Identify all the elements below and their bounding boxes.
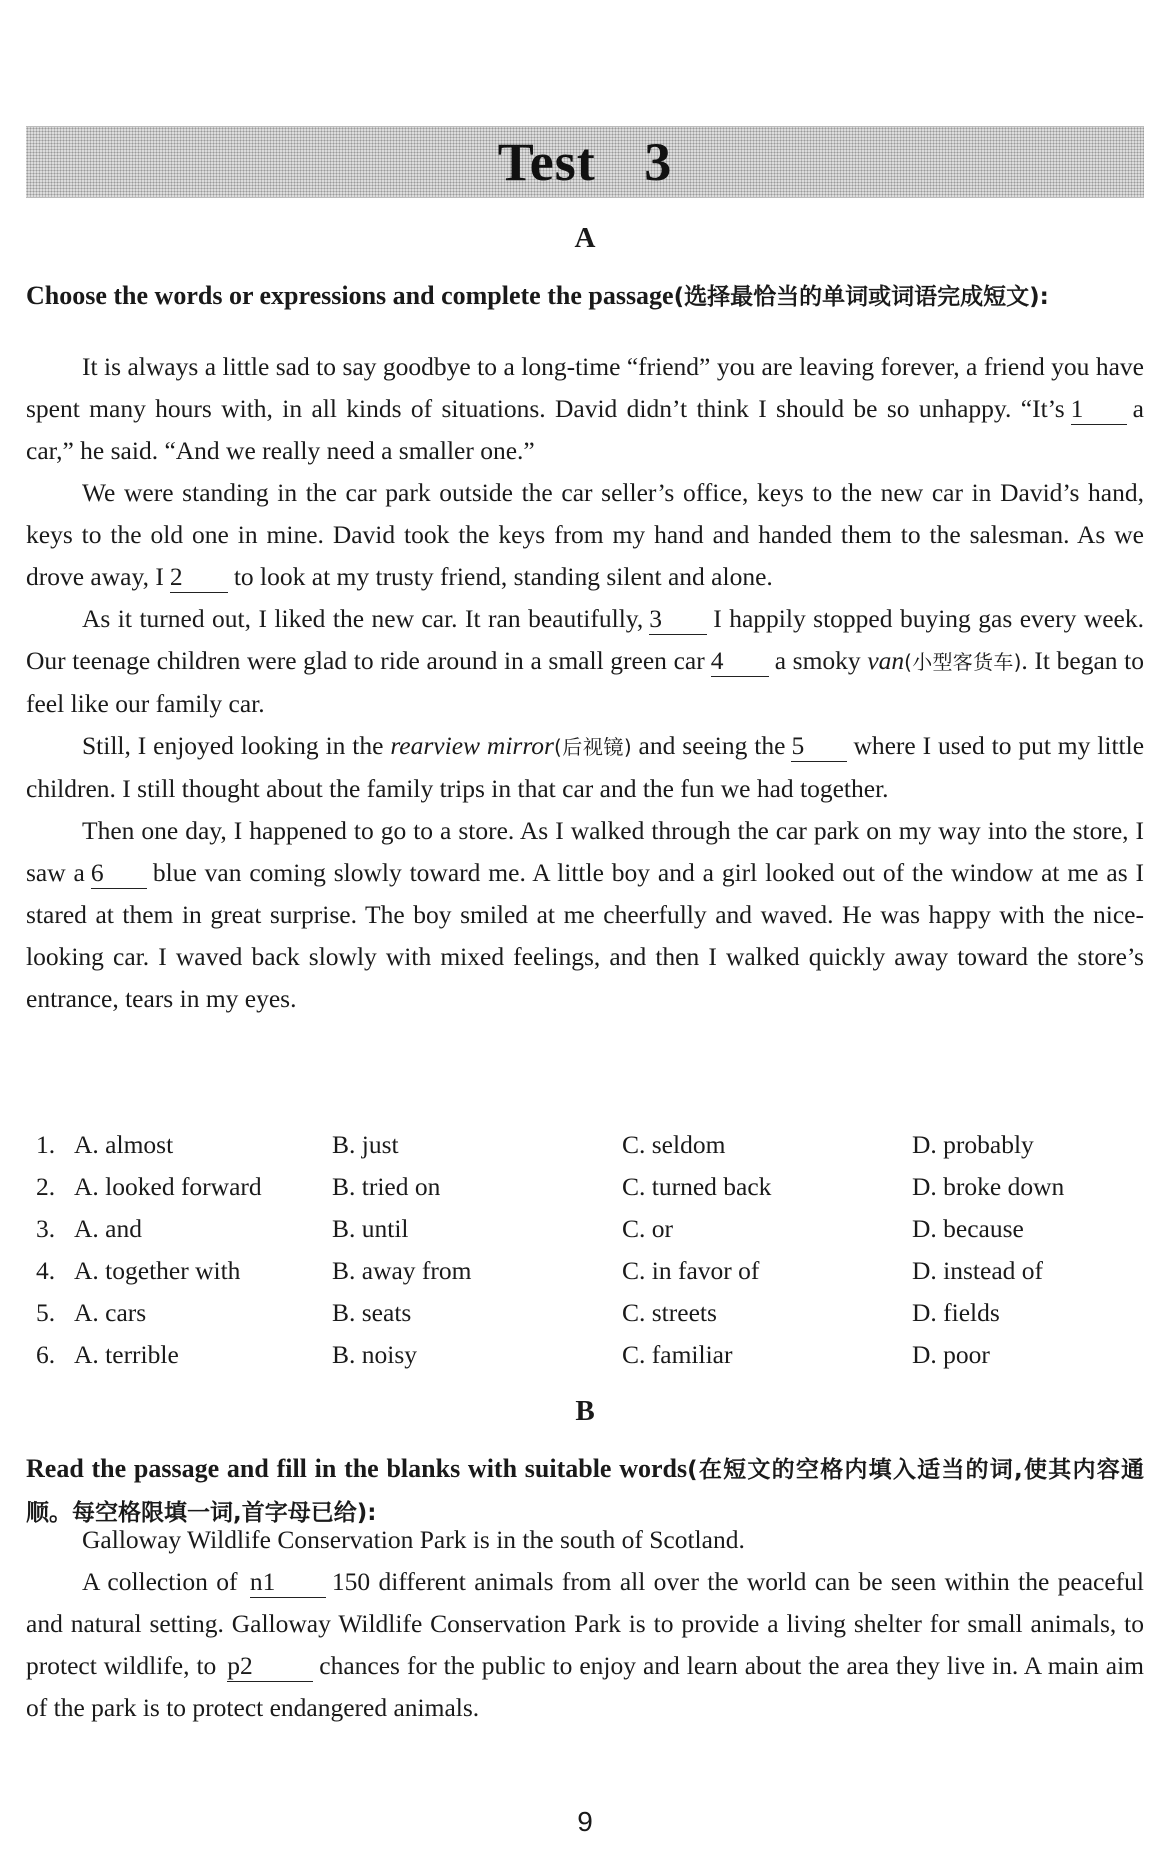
question-number: 3.	[36, 1214, 56, 1243]
option-a[interactable]: A. looked forward	[74, 1172, 262, 1201]
option-c[interactable]: C. in favor of	[622, 1256, 760, 1285]
option-row	[26, 1172, 1144, 1214]
option-c[interactable]: C. streets	[622, 1298, 717, 1327]
paragraph: We were standing in the car park outside the car seller’s office, keys to the new car in David’s hand, keys to the old one in mine. David took the keys from my hand and handed them to the salesman. As we drove away, I 2 to look at my trusty friend, standing silent and alone.	[26, 478, 1144, 591]
option-row	[26, 1256, 1144, 1298]
option-b[interactable]: B. seats	[332, 1298, 412, 1327]
option-c[interactable]: C. seldom	[622, 1130, 726, 1159]
answer-options	[26, 1130, 1144, 1382]
option-row	[26, 1130, 1144, 1172]
option-b[interactable]: B. until	[332, 1214, 409, 1243]
option-d[interactable]: D. broke down	[912, 1172, 1065, 1201]
option-row	[26, 1340, 1144, 1382]
blank-3[interactable]: 3	[649, 604, 707, 635]
question-number: 6.	[36, 1340, 56, 1369]
option-row	[26, 1214, 1144, 1256]
paragraph: As it turned out, I liked the new car. It ran beautifully, 3 I happily stopped buying gas every week. Our teenage children were glad to ride around in a small green car 4 a smoky van(小型客货车). It began to feel like our family car.	[26, 604, 1145, 718]
section-a-instructions: Choose the words or expressions and complete the passage(选择最恰当的单词或词语完成短文):	[26, 281, 1049, 310]
section-b-instructions: Read the passage and fill in the blanks with suitable words(在短文的空格内填入适当的词,使其内容通顺。每空格限填一词,首字母已给):	[26, 1454, 1145, 1526]
option-d[interactable]: D. fields	[912, 1298, 1000, 1327]
option-d[interactable]: D. because	[912, 1214, 1024, 1243]
paragraph: It is always a little sad to say goodbye to a long-time “friend” you are leaving forever, a friend you have spent many hours with, in all kinds of situations. David didn’t think I should be so unhappy. “It’s 1 a car,” he said. “And we really need a smaller one.”	[26, 352, 1144, 465]
paragraph: Galloway Wildlife Conservation Park is in the south of Scotland.	[82, 1525, 745, 1554]
option-d[interactable]: D. poor	[912, 1340, 990, 1369]
option-a[interactable]: A. cars	[74, 1298, 147, 1327]
option-c[interactable]: C. turned back	[622, 1172, 772, 1201]
blank-2[interactable]: 2	[170, 562, 228, 593]
section-a-heading: A	[574, 222, 596, 254]
blank-6[interactable]: 6	[91, 858, 147, 889]
test-title-bar	[26, 126, 1144, 198]
question-number: 1.	[36, 1130, 56, 1159]
section-a-passage	[26, 346, 1144, 1020]
section-b-passage	[26, 1519, 1144, 1729]
option-row	[26, 1298, 1144, 1340]
option-a[interactable]: A. and	[74, 1214, 142, 1243]
paragraph: Still, I enjoyed looking in the rearview mirror(后视镜) and seeing the 5 where I used to put my little children. I still thought about the family trips in that car and the fun we had together.	[26, 731, 1145, 803]
option-d[interactable]: D. probably	[912, 1130, 1034, 1159]
page-number: 9	[577, 1806, 593, 1837]
option-d[interactable]: D. instead of	[912, 1256, 1044, 1285]
option-a[interactable]: A. almost	[74, 1130, 174, 1159]
blank-b2[interactable]: p2	[227, 1651, 313, 1682]
option-c[interactable]: C. or	[622, 1214, 673, 1243]
question-number: 2.	[36, 1172, 56, 1201]
option-a[interactable]: A. terrible	[74, 1340, 179, 1369]
question-number: 4.	[36, 1256, 56, 1285]
blank-b1[interactable]: n1	[250, 1567, 326, 1598]
blank-1[interactable]: 1	[1071, 394, 1127, 425]
option-b[interactable]: B. just	[332, 1130, 399, 1159]
option-a[interactable]: A. together with	[74, 1256, 241, 1285]
blank-5[interactable]: 5	[791, 731, 847, 762]
option-b[interactable]: B. tried on	[332, 1172, 441, 1201]
question-number: 5.	[36, 1298, 56, 1327]
test-title: Test 3	[497, 132, 673, 192]
section-b-heading: B	[575, 1395, 595, 1427]
paragraph: Then one day, I happened to go to a store. As I walked through the car park on my way into the store, I saw a 6 blue van coming slowly toward me. A little boy and a girl looked out of the window at me as I stared at them in great surprise. The boy smiled at me cheerfully and waved. He was happy with the nice-looking car. I waved back slowly with mixed feelings, and then I walked quickly away toward the store’s entrance, tears in my eyes.	[26, 816, 1144, 1013]
option-c[interactable]: C. familiar	[622, 1340, 733, 1369]
paragraph: A collection of n1 150 different animals from all over the world can be seen within the peaceful and natural setting. Galloway Wildlife Conservation Park is to provide a living shelter for small animals, to protect wildlife, to p2 chances for the public to enjoy and learn about the area they live in. A main aim of the park is to protect endangered animals.	[26, 1567, 1144, 1722]
option-b[interactable]: B. away from	[332, 1256, 472, 1285]
blank-4[interactable]: 4	[711, 646, 769, 677]
option-b[interactable]: B. noisy	[332, 1340, 418, 1369]
